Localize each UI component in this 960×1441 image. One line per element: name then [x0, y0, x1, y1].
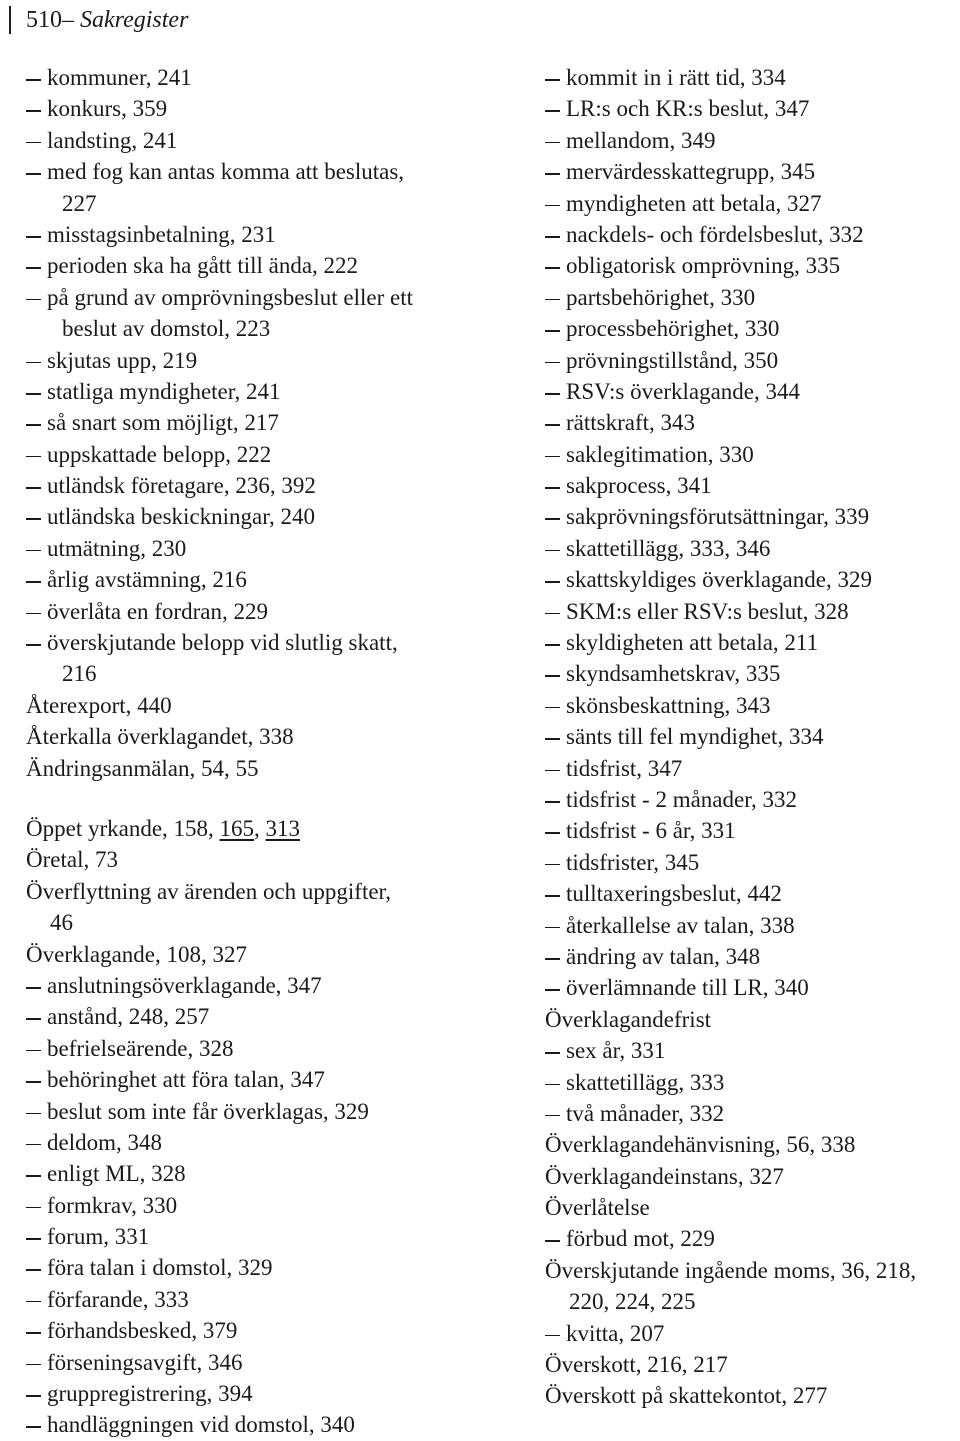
- index-entry: [26, 753, 466, 784]
- entry-text: saklegitimation, 330: [566, 441, 754, 467]
- index-subentry: [26, 1409, 466, 1440]
- index-subentry: [545, 1223, 960, 1254]
- index-subentry: [545, 910, 960, 941]
- entry-text: befrielseärende, 328: [47, 1035, 234, 1061]
- entry-text: uppskattade belopp, 222: [47, 441, 272, 467]
- entry-text: myndigheten att betala, 327: [566, 190, 822, 216]
- index-entry: [545, 1349, 960, 1380]
- index-entry: [545, 1004, 960, 1035]
- entry-text: statliga myndigheter, 241: [47, 378, 281, 404]
- entry-text: Öretal, 73: [26, 847, 118, 873]
- index-subentry: [545, 941, 960, 972]
- index-subentry: [545, 1318, 960, 1349]
- entry-text: överlämnande till LR, 340: [566, 975, 809, 1001]
- entry-text: enligt ML, 328: [47, 1161, 186, 1187]
- entry-text: prövningstillstånd, 350: [566, 347, 779, 373]
- index-subentry: [26, 1127, 466, 1158]
- index-subentry: [26, 1001, 466, 1032]
- entry-text: Överlåtelse: [545, 1195, 650, 1221]
- header-dash: –: [62, 7, 74, 33]
- index-entry: [26, 939, 466, 970]
- entry-text: Överklagande, 108, 327: [26, 941, 247, 967]
- entry-text: förseningsavgift, 346: [47, 1349, 243, 1375]
- entry-text: handläggningen vid domstol, 340: [47, 1412, 355, 1438]
- index-subentry: [545, 156, 960, 187]
- index-subentry: [545, 407, 960, 438]
- entry-text: beslut av domstol, 223: [62, 316, 271, 342]
- index-entry: [26, 844, 466, 875]
- index-subentry: [545, 784, 960, 815]
- entry-text: deldom, 348: [47, 1129, 162, 1155]
- entry-text: överskjutande belopp vid slutlig skatt,: [47, 630, 398, 656]
- index-subentry: [26, 627, 466, 658]
- index-subentry: [26, 62, 466, 93]
- index-subentry: [545, 345, 960, 376]
- index-entry: [545, 1255, 960, 1286]
- index-subentry: [545, 721, 960, 752]
- entry-text: Öppet yrkande, 158,: [26, 815, 220, 841]
- entry-text: RSV:s överklagande, 344: [566, 378, 801, 404]
- entry-text: mellandom, 349: [566, 127, 716, 153]
- entry-text: skjutas upp, 219: [47, 347, 198, 373]
- index-subentry: [26, 596, 466, 627]
- index-subentry: [26, 501, 466, 532]
- index-subentry: [545, 847, 960, 878]
- entry-text: kvitta, 207: [566, 1320, 665, 1346]
- index-subentry: [545, 188, 960, 219]
- index-entry: [545, 1286, 960, 1317]
- entry-text: förbud mot, 229: [566, 1226, 715, 1252]
- index-subentry: [26, 970, 466, 1001]
- index-subentry: [26, 376, 466, 407]
- index-subentry: [26, 1221, 466, 1252]
- entry-text: skattetillägg, 333, 346: [566, 535, 771, 561]
- index-subentry: [26, 250, 466, 281]
- index-subentry: [545, 533, 960, 564]
- index-subentry: [26, 188, 466, 219]
- index-subentry: [26, 1347, 466, 1378]
- entry-text: konkurs, 359: [47, 96, 168, 122]
- index-entry: [26, 721, 466, 752]
- entry-text: Överklagandefrist: [545, 1006, 712, 1032]
- section-title: Sakregister: [80, 7, 189, 33]
- header-rule: [9, 6, 11, 34]
- entry-text: partsbehörighet, 330: [566, 284, 756, 310]
- index-entry: [545, 1380, 960, 1411]
- entry-text: Ändringsanmälan, 54, 55: [26, 755, 259, 781]
- index-subentry: [26, 156, 466, 187]
- entry-text: tidsfrist, 347: [566, 755, 683, 781]
- entry-text: beslut som inte får överklagas, 329: [47, 1098, 369, 1124]
- index-subentry: [26, 219, 466, 250]
- index-subentry: [545, 219, 960, 250]
- index-entry: [545, 1161, 960, 1192]
- index-subentry: [26, 1064, 466, 1095]
- index-subentry: [545, 1098, 960, 1129]
- index-subentry: [545, 596, 960, 627]
- index-subentry: [545, 250, 960, 281]
- entry-text: SKM:s eller RSV:s beslut, 328: [566, 598, 849, 624]
- index-entry: [26, 690, 466, 721]
- entry-text: återkallelse av talan, 338: [566, 912, 795, 938]
- entry-text: kommit in i rätt tid, 334: [566, 65, 786, 90]
- entry-text: tidsfrist - 2 månader, 332: [566, 786, 797, 812]
- entry-text: utmätning, 230: [47, 535, 187, 561]
- index-column-left: [26, 62, 466, 1441]
- entry-text: Återkalla överklagandet, 338: [26, 724, 294, 750]
- index-subentry: [26, 407, 466, 438]
- index-subentry: [26, 1252, 466, 1283]
- entry-text: skyndsamhetskrav, 335: [566, 661, 781, 687]
- entry-text: obligatorisk omprövning, 335: [566, 253, 841, 279]
- entry-text: 216: [62, 661, 97, 687]
- index-subentry: [545, 501, 960, 532]
- entry-text: Överskott på skattekontot, 277: [545, 1383, 828, 1409]
- entry-text: nackdels- och fördelsbeslut, 332: [566, 221, 864, 247]
- page-reference-link[interactable]: 165: [219, 815, 255, 841]
- index-subentry: [26, 533, 466, 564]
- entry-text: 220, 224, 225: [569, 1289, 696, 1315]
- index-subentry: [545, 690, 960, 721]
- entry-text: förhandsbesked, 379: [47, 1318, 238, 1344]
- index-subentry: [26, 93, 466, 124]
- index-subentry: [545, 282, 960, 313]
- entry-text: LR:s och KR:s beslut, 347: [566, 96, 810, 122]
- index-entry: [545, 1129, 960, 1160]
- index-subentry: [545, 815, 960, 846]
- entry-text: sex år, 331: [566, 1038, 666, 1064]
- entry-text: 227: [62, 190, 97, 216]
- entry-text: skattskyldiges överklagande, 329: [566, 567, 872, 593]
- entry-text: kommuner, 241: [47, 65, 192, 90]
- index-subentry: [545, 1067, 960, 1098]
- entry-text: forum, 331: [47, 1224, 150, 1250]
- entry-text: perioden ska ha gått till ända, 222: [47, 253, 359, 279]
- index-subentry: [545, 470, 960, 501]
- index-subentry: [26, 1158, 466, 1189]
- entry-text: Överskott, 216, 217: [545, 1352, 728, 1378]
- index-subentry: [26, 1378, 466, 1409]
- entry-text: föra talan i domstol, 329: [47, 1255, 273, 1281]
- entry-text: Överklagandeinstans, 327: [545, 1163, 784, 1189]
- index-subentry: [545, 627, 960, 658]
- index-column-right: [545, 62, 960, 1412]
- index-subentry: [26, 658, 466, 689]
- running-head: [26, 6, 188, 34]
- entry-text: med fog kan antas komma att beslutas,: [47, 159, 405, 185]
- entry-text: Överflyttning av ärenden och uppgifter,: [26, 878, 392, 904]
- entry-text: tidsfrister, 345: [566, 849, 700, 875]
- entry-text: Överklagandehänvisning, 56, 338: [545, 1132, 856, 1158]
- entry-text: årlig avstämning, 216: [47, 567, 247, 593]
- entry-text: Återexport, 440: [26, 692, 172, 718]
- index-subentry: [26, 1315, 466, 1346]
- index-entry: [26, 907, 466, 938]
- entry-text: gruppregistrering, 394: [47, 1381, 253, 1407]
- entry-text: processbehörighet, 330: [566, 316, 780, 342]
- index-subentry: [545, 658, 960, 689]
- index-subentry: [545, 753, 960, 784]
- index-subentry: [26, 439, 466, 470]
- index-subentry: [545, 376, 960, 407]
- page-number: 510: [26, 7, 62, 33]
- index-entry: [26, 876, 466, 907]
- entry-text: sakprövningsförutsättningar, 339: [566, 504, 870, 530]
- entry-text: formkrav, 330: [47, 1192, 178, 1218]
- entry-text: ändring av talan, 348: [566, 943, 761, 969]
- entry-text: landsting, 241: [47, 127, 178, 153]
- entry-text: skattetillägg, 333: [566, 1069, 725, 1095]
- entry-text: sakprocess, 341: [566, 473, 712, 499]
- index-subentry: [26, 564, 466, 595]
- index-subentry: [26, 1190, 466, 1221]
- entry-text: skönsbeskattning, 343: [566, 692, 771, 718]
- entry-text: så snart som möjligt, 217: [47, 410, 279, 436]
- index-subentry: [26, 345, 466, 376]
- entry-text: på grund av omprövningsbeslut eller ett: [47, 284, 414, 310]
- index-subentry: [26, 470, 466, 501]
- entry-text: utländsk företagare, 236, 392: [47, 473, 316, 499]
- entry-text: mervärdesskattegrupp, 345: [566, 159, 816, 185]
- entry-text: tulltaxeringsbeslut, 442: [566, 881, 782, 907]
- entry-text: anslutningsöverklagande, 347: [47, 972, 322, 998]
- index-subentry: [26, 282, 466, 313]
- entry-text: utländska beskickningar, 240: [47, 504, 315, 530]
- index-subentry: [545, 125, 960, 156]
- index-gap: [26, 784, 466, 813]
- entry-text: skyldigheten att betala, 211: [566, 630, 819, 656]
- index-subentry: [545, 972, 960, 1003]
- index-subentry: [26, 125, 466, 156]
- index-subentry: [545, 62, 960, 93]
- index-subentry: [545, 878, 960, 909]
- entry-text: sänts till fel myndighet, 334: [566, 724, 824, 750]
- entry-text: misstagsinbetalning, 231: [47, 221, 276, 247]
- entry-text: två månader, 332: [566, 1100, 725, 1126]
- index-subentry: [26, 1033, 466, 1064]
- index-subentry: [545, 1035, 960, 1066]
- entry-text: tidsfrist - 6 år, 331: [566, 818, 736, 844]
- index-subentry: [26, 1284, 466, 1315]
- entry-text: behöringhet att föra talan, 347: [47, 1067, 325, 1093]
- index-subentry: [26, 313, 466, 344]
- index-subentry: [545, 313, 960, 344]
- entry-text: överlåta en fordran, 229: [47, 598, 268, 624]
- index-entry: [545, 1192, 960, 1223]
- entry-text: förfarande, 333: [47, 1286, 189, 1312]
- index-entry: Öppet yrkande, 158, 165, 313: [26, 815, 301, 841]
- entry-text: rättskraft, 343: [566, 410, 696, 436]
- entry-text: 46: [50, 910, 73, 936]
- index-subentry: [545, 93, 960, 124]
- entry-text: Överskjutande ingående moms, 36, 218,: [545, 1257, 917, 1283]
- entry-text: anstånd, 248, 257: [47, 1004, 210, 1030]
- page-reference-link[interactable]: 313: [265, 815, 301, 841]
- index-subentry: [545, 439, 960, 470]
- index-subentry: [545, 564, 960, 595]
- index-subentry: [26, 1096, 466, 1127]
